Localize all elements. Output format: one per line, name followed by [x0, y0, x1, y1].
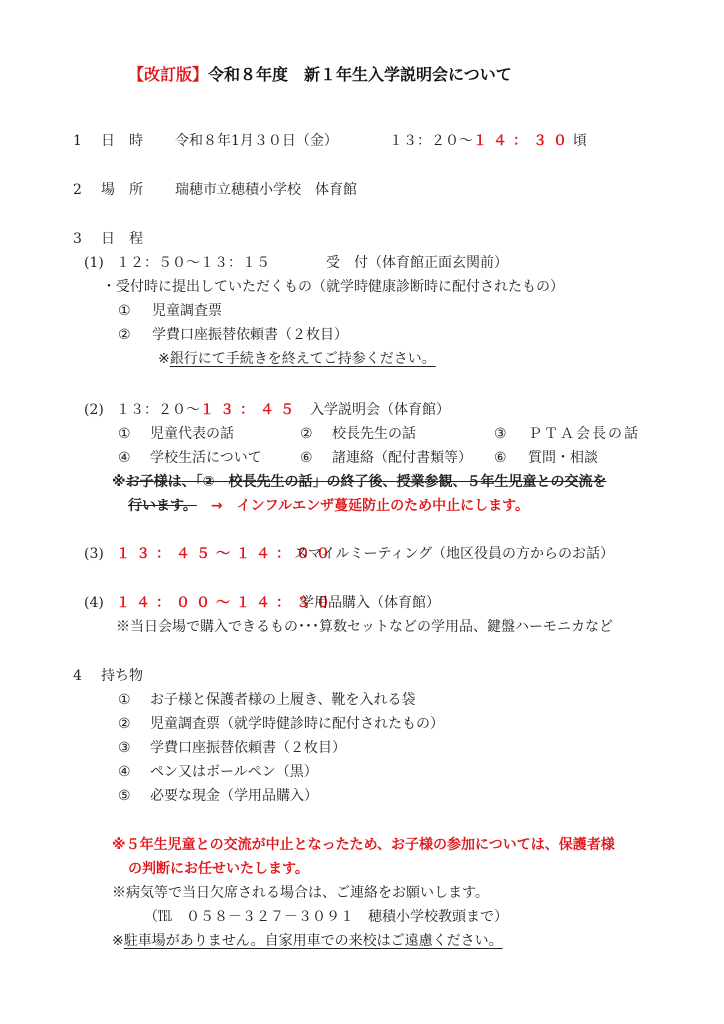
- page-title: [128, 66, 512, 84]
- agenda-text: 校長先生の話: [332, 426, 416, 442]
- item-index: (1): [84, 255, 104, 271]
- item-time-end: １３：４５: [200, 402, 300, 418]
- agenda-text: 質問・相談: [528, 450, 598, 466]
- belonging-item: [118, 787, 318, 805]
- doc-text: 学費口座振替依頼書（２枚目）: [152, 327, 348, 343]
- item-title: スマイルミーティング（地区役員の方からのお話）: [294, 546, 615, 562]
- item-text: 学費口座振替依頼書（２枚目）: [150, 740, 346, 756]
- doc-mark: ①: [118, 303, 131, 319]
- item-mark: ④: [118, 764, 131, 780]
- purchase-note: ※当日会場で購入できるもの･･･算数セットなどの学用品、鍵盤ハーモニカなど: [116, 619, 613, 635]
- cancelled-note-line1: お子様は、「② 校長先生の話」の終了後、授業参観、５年生児童との交流を: [125, 474, 607, 490]
- item-text: 児童調査票（就学時健診時に配付されたもの）: [150, 716, 444, 732]
- agenda-mark: ①: [118, 426, 131, 442]
- submission-note: ・受付時に提出していただくもの（就学時健康診断時に配付されたもの）: [102, 279, 564, 295]
- agenda-mark: ④: [118, 450, 131, 466]
- belonging-item: [118, 739, 346, 757]
- cancelled-note: [112, 473, 606, 491]
- parking-note: [112, 932, 503, 950]
- schedule-item-4: [84, 594, 440, 612]
- belonging-item: [118, 715, 444, 733]
- time-suffix: 頃: [573, 133, 587, 149]
- item-text: 必要な現金（学用品購入）: [150, 788, 318, 804]
- agenda-row: [118, 425, 640, 443]
- item-time: １２：５０〜１３：１５: [116, 255, 270, 271]
- section-number: 2: [73, 182, 82, 198]
- item-index: (2): [84, 402, 104, 418]
- section-number: 3: [73, 231, 82, 247]
- absence-note: ※病気等で当日欠席される場合は、ご連絡をお願いします。: [112, 885, 489, 901]
- belonging-item: [118, 763, 318, 781]
- agenda-text: 諸連絡（配付書類等）: [332, 450, 472, 466]
- note-mark: ※: [112, 474, 126, 490]
- end-time: １４：３０: [473, 133, 573, 149]
- belonging-item: [118, 691, 415, 709]
- event-date: 令和８年1月３０日（金）: [175, 133, 338, 149]
- bank-note-text: 銀行にて手続きを終えてご持参ください。: [169, 351, 436, 367]
- section-label: 場 所: [101, 182, 143, 198]
- section-number: 1: [73, 133, 82, 149]
- bank-note: [158, 350, 436, 368]
- item-mark: ①: [118, 692, 131, 708]
- agenda-text: 児童代表の話: [150, 426, 234, 442]
- item-time-start: １３：２０〜: [116, 402, 200, 418]
- section-schedule: [73, 230, 143, 248]
- section-place: [73, 181, 357, 199]
- section-belongings: [73, 667, 143, 685]
- schedule-item-1: [84, 254, 508, 272]
- note-mark: ※: [112, 933, 124, 949]
- submission-doc: [118, 326, 348, 344]
- section-label: 日 程: [101, 231, 143, 247]
- item-mark: ③: [118, 740, 131, 756]
- parking-note-text: 駐車場がありません。自家用車での来校はご遠慮ください。: [123, 933, 503, 949]
- item-title: 受 付（体育館正面玄関前）: [326, 255, 508, 271]
- item-index: (4): [84, 595, 104, 611]
- agenda-mark: ③: [494, 426, 507, 442]
- item-title: 学用品購入（体育館）: [300, 595, 440, 611]
- section-number: 4: [73, 668, 82, 684]
- cancelled-note-line2: 行います。: [128, 498, 197, 514]
- agenda-mark: ⑥: [494, 450, 507, 466]
- schedule-item-2: [84, 401, 450, 419]
- agenda-text: ＰＴＡ会長の話: [528, 426, 640, 442]
- agenda-row: [118, 449, 598, 467]
- cancel-reason: インフルエンザ蔓延防止のため中止にします。: [236, 498, 529, 514]
- start-time: １３：２０〜: [389, 133, 473, 149]
- item-time: １４：００〜１４：３０: [116, 595, 336, 611]
- doc-text: 児童調査票: [152, 303, 222, 319]
- cancelled-note-cont: [128, 497, 529, 515]
- item-mark: ⑤: [118, 788, 131, 804]
- item-title: 入学説明会（体育館）: [310, 402, 450, 418]
- item-mark: ②: [118, 716, 131, 732]
- agenda-text: 学校生活について: [150, 450, 262, 466]
- agenda-mark: ②: [300, 426, 313, 442]
- submission-doc: [118, 302, 222, 320]
- section-label: 持ち物: [101, 668, 143, 684]
- note-mark: ※: [158, 351, 170, 367]
- title-text: 令和８年度 新１年生入学説明会について: [208, 65, 512, 84]
- item-time: １３：４５〜１４：００: [116, 546, 336, 562]
- item-text: ペン又はボールペン（黒）: [150, 764, 318, 780]
- contact-info: （℡ ０５８－３２７－３０９１ 穂積小学校教頭まで）: [144, 909, 508, 925]
- section-label: 日 時: [101, 133, 143, 149]
- agenda-mark: ⑥: [300, 450, 313, 466]
- red-note-line2: の判断にお任せいたします。: [128, 861, 309, 877]
- arrow-right-icon: →: [210, 498, 223, 514]
- place-value: 瑞穂市立穂積小学校 体育館: [175, 182, 357, 198]
- item-index: (3): [84, 546, 104, 562]
- schedule-item-3: [84, 545, 614, 563]
- item-text: お子様と保護者様の上履き、靴を入れる袋: [150, 692, 416, 708]
- revised-tag: 【改訂版】: [128, 65, 209, 84]
- red-note-line1: ※５年生児童との交流が中止となったため、お子様の参加については、保護者様: [112, 837, 615, 853]
- doc-mark: ②: [118, 327, 131, 343]
- section-datetime: [73, 132, 587, 150]
